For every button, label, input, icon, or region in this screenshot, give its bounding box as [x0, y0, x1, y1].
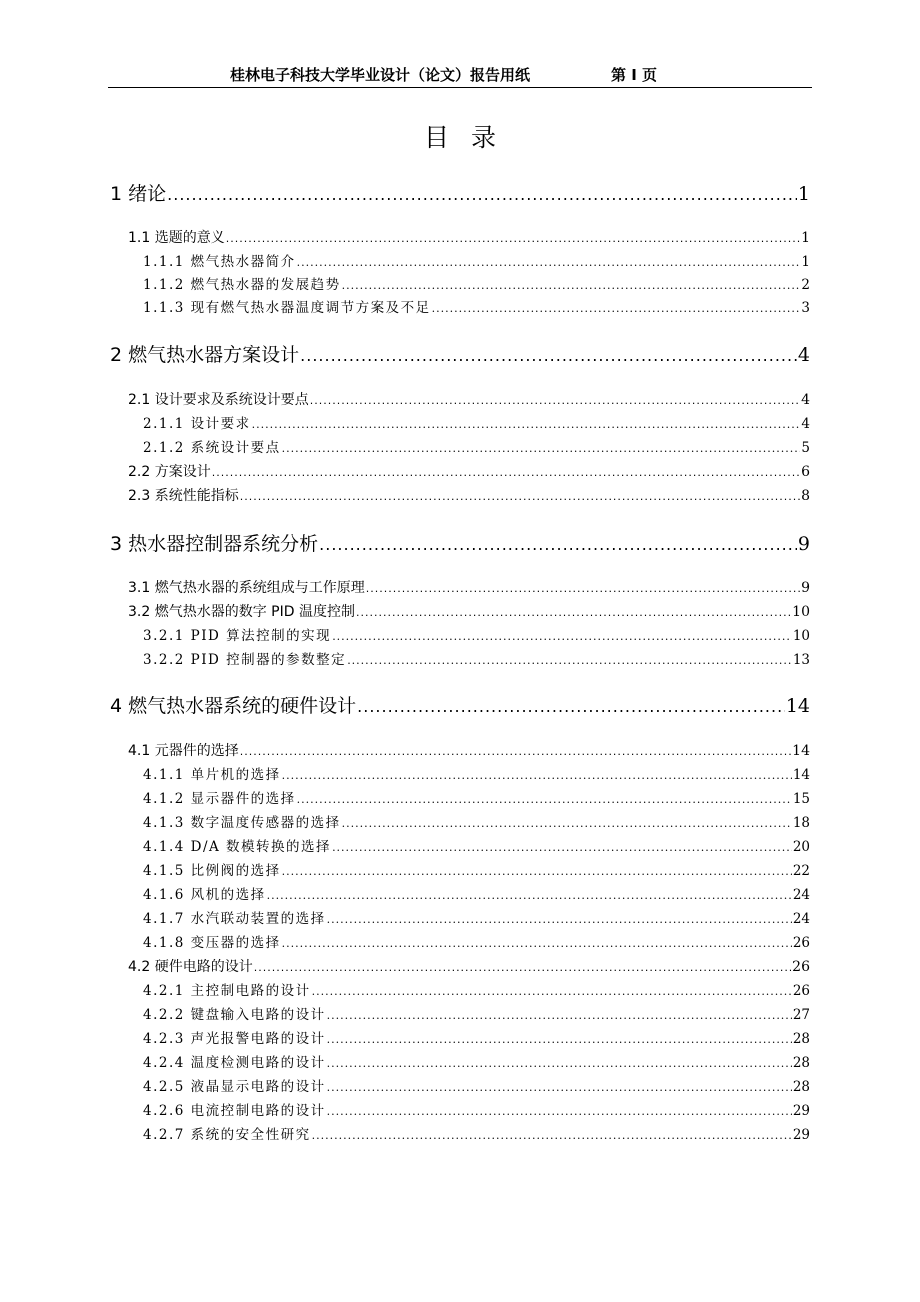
toc-entry-label: 1.1.1 燃气热水器简介 — [143, 254, 296, 270]
toc-leader-dots — [432, 298, 801, 320]
toc-leader-dots — [327, 1029, 792, 1051]
toc-entry-page: 4 — [801, 416, 810, 432]
toc-entry-label: 1.1 选题的意义 — [128, 230, 225, 246]
toc-entry-subsection[interactable] — [143, 1124, 810, 1146]
toc-title: 目录 — [423, 123, 518, 152]
toc-entry-subsection[interactable] — [143, 1076, 810, 1098]
toc-entry-label: 3.2.1 PID 算法控制的实现 — [143, 628, 332, 644]
toc-entry-label: 4.2 硬件电路的设计 — [128, 959, 253, 975]
toc-entry-label: 4.1 元器件的选择 — [128, 743, 239, 759]
toc-leader-dots — [282, 765, 792, 787]
toc-entry-section[interactable] — [128, 389, 810, 411]
toc-entry-label: 4.1.5 比例阀的选择 — [143, 863, 281, 879]
toc-leader-dots — [167, 181, 797, 209]
toc-leader-dots — [254, 957, 791, 979]
toc-entry-page: 24 — [792, 887, 810, 903]
toc-leader-dots — [319, 531, 797, 559]
toc-entry-label: 3.2 燃气热水器的数字 PID 温度控制 — [128, 604, 355, 620]
toc-entry-subsection[interactable] — [143, 274, 810, 296]
toc-entry-page: 3 — [801, 300, 810, 316]
header-title: 桂林电子科技大学毕业设计（论文）报告用纸 — [230, 66, 531, 84]
toc-entry-section[interactable] — [128, 956, 810, 978]
toc-leader-dots — [327, 1005, 792, 1027]
toc-entry-page: 9 — [797, 533, 810, 555]
toc-entry-page: 22 — [792, 863, 810, 879]
toc-entry-label: 3 热水器控制器系统分析 — [110, 533, 319, 555]
toc-leader-dots — [282, 861, 792, 883]
toc-entry-label: 1 绪论 — [110, 183, 167, 205]
toc-entry-page: 1 — [801, 230, 810, 246]
toc-leader-dots — [300, 342, 797, 370]
toc-entry-page: 14 — [785, 695, 810, 717]
toc-entry-chapter[interactable] — [110, 692, 810, 720]
toc-entry-subsection[interactable] — [143, 649, 810, 671]
toc-entry-page: 13 — [792, 652, 810, 668]
toc-entry-label: 2.1.1 设计要求 — [143, 416, 251, 432]
toc-leader-dots — [342, 275, 801, 297]
toc-entry-label: 4 燃气热水器系统的硬件设计 — [110, 695, 357, 717]
toc-entry-label: 2.1.2 系统设计要点 — [143, 440, 281, 456]
toc-entry-label: 4.1.2 显示器件的选择 — [143, 791, 296, 807]
toc-entry-label: 4.2.3 声光报警电路的设计 — [143, 1031, 326, 1047]
toc-entry-page: 26 — [792, 959, 810, 975]
toc-entry-subsection[interactable] — [143, 932, 810, 954]
toc-entry-page: 27 — [792, 1007, 810, 1023]
toc-leader-dots — [267, 885, 792, 907]
toc-entry-label: 1.1.2 燃气热水器的发展趋势 — [143, 277, 341, 293]
toc-leader-dots — [312, 1125, 792, 1147]
toc-entry-page: 24 — [792, 911, 810, 927]
toc-entry-section[interactable] — [128, 740, 810, 762]
toc-entry-page: 1 — [801, 254, 810, 270]
toc-leader-dots — [282, 438, 801, 460]
toc-entry-label: 1.1.3 现有燃气热水器温度调节方案及不足 — [143, 300, 431, 316]
toc-leader-dots — [347, 650, 792, 672]
toc-entry-label: 4.2.7 系统的安全性研究 — [143, 1127, 311, 1143]
toc-entry-page: 5 — [801, 440, 810, 456]
toc-leader-dots — [226, 228, 800, 250]
toc-entry-label: 4.1.1 单片机的选择 — [143, 767, 281, 783]
toc-entry-page: 8 — [801, 488, 810, 504]
toc-entry-label: 2.1 设计要求及系统设计要点 — [128, 392, 309, 408]
header-page-number: 第 I 页 — [611, 66, 658, 84]
toc-leader-dots — [366, 578, 800, 600]
toc-entry-subsection[interactable] — [143, 884, 810, 906]
toc-entry-page: 28 — [792, 1055, 810, 1071]
toc-entry-page: 10 — [792, 628, 810, 644]
toc-entry-page: 26 — [792, 983, 810, 999]
toc-entry-subsection[interactable] — [143, 908, 810, 930]
toc-entry-label: 4.1.6 风机的选择 — [143, 887, 266, 903]
toc-entry-subsection[interactable] — [143, 437, 810, 459]
toc-entry-label: 3.2.2 PID 控制器的参数整定 — [143, 652, 347, 668]
toc-entry-label: 2.2 方案设计 — [128, 464, 211, 480]
toc-entry-subsection[interactable] — [143, 788, 810, 810]
toc-entry-label: 4.1.4 D/A 数模转换的选择 — [143, 839, 332, 855]
toc-leader-dots — [240, 741, 791, 763]
toc-entry-page: 18 — [792, 815, 810, 831]
toc-entry-label: 4.2.6 电流控制电路的设计 — [143, 1103, 326, 1119]
toc-entry-label: 4.1.8 变压器的选择 — [143, 935, 281, 951]
toc-entry-page: 29 — [792, 1127, 810, 1143]
toc-entry-subsection[interactable] — [143, 251, 810, 273]
toc-entry-subsection[interactable] — [143, 764, 810, 786]
toc-entry-section[interactable] — [128, 461, 810, 483]
toc-entry-chapter[interactable] — [110, 530, 810, 558]
toc-leader-dots — [297, 789, 792, 811]
toc-entry-page: 26 — [792, 935, 810, 951]
toc-entry-subsection[interactable] — [143, 1028, 810, 1050]
toc-entry-subsection[interactable] — [143, 812, 810, 834]
toc-entry-label: 2 燃气热水器方案设计 — [110, 344, 300, 366]
toc-leader-dots — [297, 252, 801, 274]
toc-leader-dots — [332, 837, 792, 859]
toc-entry-subsection[interactable] — [143, 413, 810, 435]
toc-leader-dots — [356, 602, 791, 624]
toc-leader-dots — [252, 414, 801, 436]
toc-entry-page: 10 — [792, 604, 810, 620]
toc-leader-dots — [332, 626, 792, 648]
toc-leader-dots — [312, 981, 792, 1003]
toc-entry-page: 6 — [801, 464, 810, 480]
toc-entry-chapter[interactable] — [110, 180, 810, 208]
toc-entry-subsection[interactable] — [143, 980, 810, 1002]
toc-entry-subsection[interactable] — [143, 1052, 810, 1074]
toc-entry-label: 4.2.5 液晶显示电路的设计 — [143, 1079, 326, 1095]
toc-entry-section[interactable] — [128, 601, 810, 623]
toc-entry-label: 4.2.1 主控制电路的设计 — [143, 983, 311, 999]
toc-entry-section[interactable] — [128, 227, 810, 249]
toc-leader-dots — [282, 933, 792, 955]
toc-entry-page: 4 — [797, 344, 810, 366]
toc-entry-page: 28 — [792, 1079, 810, 1095]
toc-entry-page: 14 — [792, 767, 810, 783]
toc-entry-subsection[interactable] — [143, 1100, 810, 1122]
toc-entry-subsection[interactable] — [143, 860, 810, 882]
toc-entry-page: 15 — [792, 791, 810, 807]
toc-leader-dots — [327, 1077, 792, 1099]
toc-entry-section[interactable] — [128, 577, 810, 599]
toc-entry-label: 4.2.4 温度检测电路的设计 — [143, 1055, 326, 1071]
toc-leader-dots — [327, 1053, 792, 1075]
toc-leader-dots — [327, 909, 792, 931]
toc-entry-page: 20 — [792, 839, 810, 855]
toc-leader-dots — [240, 486, 800, 508]
toc-entry-page: 14 — [792, 743, 810, 759]
toc-entry-page: 4 — [801, 392, 810, 408]
toc-entry-label: 4.1.3 数字温度传感器的选择 — [143, 815, 341, 831]
toc-leader-dots — [357, 693, 785, 721]
toc-entry-subsection[interactable] — [143, 625, 810, 647]
toc-entry-page: 9 — [801, 580, 810, 596]
toc-entry-label: 3.1 燃气热水器的系统组成与工作原理 — [128, 580, 365, 596]
toc-leader-dots — [212, 462, 800, 484]
toc-leader-dots — [310, 390, 800, 412]
toc-entry-page: 29 — [792, 1103, 810, 1119]
toc-entry-section[interactable] — [128, 485, 810, 507]
toc-entry-chapter[interactable] — [110, 341, 810, 369]
toc-entry-subsection[interactable] — [143, 836, 810, 858]
toc-leader-dots — [327, 1101, 792, 1123]
toc-entry-label: 4.2.2 键盘输入电路的设计 — [143, 1007, 326, 1023]
toc-entry-page: 2 — [801, 277, 810, 293]
toc-entry-label: 2.3 系统性能指标 — [128, 488, 239, 504]
toc-entry-page: 1 — [797, 183, 810, 205]
toc-entry-subsection[interactable] — [143, 1004, 810, 1026]
toc-entry-subsection[interactable] — [143, 297, 810, 319]
toc-entry-label: 4.1.7 水汽联动装置的选择 — [143, 911, 326, 927]
toc-leader-dots — [342, 813, 792, 835]
toc-entry-page: 28 — [792, 1031, 810, 1047]
